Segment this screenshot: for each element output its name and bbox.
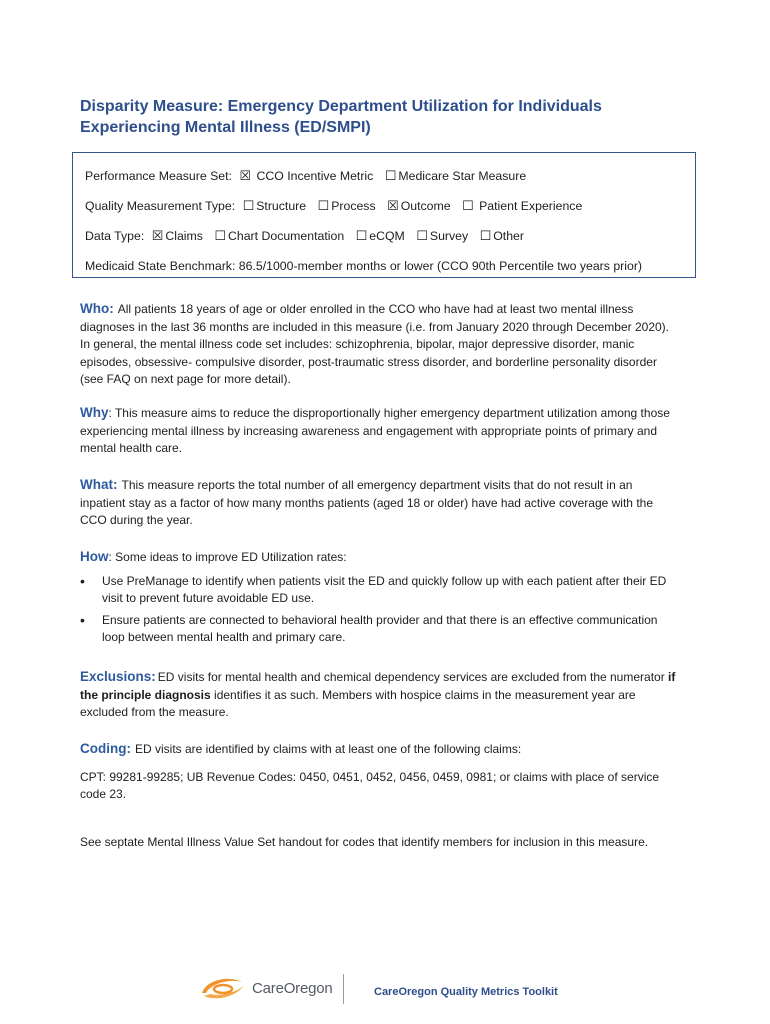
option-outcome xyxy=(387,199,451,213)
see-note xyxy=(80,834,680,852)
checked-box-icon: ☒ xyxy=(239,169,252,184)
quality-type-label: Quality Measurement Type: xyxy=(85,199,236,213)
footer xyxy=(198,972,618,1006)
cpt-codes: CPT: 99281-99285; UB Revenue Codes: 0450, 0451, 0452, 0456, 0459, 0981; or claims with place of service code 23. xyxy=(80,769,660,801)
unchecked-box-icon: ☐ xyxy=(317,199,330,214)
who-text: All patients 18 years of age or older enrolled in the CCO who have had at least two mental illness diagnoses in the last 36 months are included in this measure (i.e. from January 2020 through December 2020). In general, the mental illness code set includes: schizophrenia, bipolar, major depressive disorder, manic episodes, obsessive- compulsive disorder, post-traumatic stress disorder, and borderline personality disorder (see FAQ on next page for more detail). xyxy=(80,302,669,386)
data-type-label: Data Type: xyxy=(85,229,145,243)
unchecked-box-icon: ☐ xyxy=(479,229,492,244)
option-patient-experience xyxy=(462,199,582,213)
unchecked-box-icon: ☐ xyxy=(355,229,368,244)
see-note-text: See septate Mental Illness Value Set handout for codes that identify members for inclusion in this measure. xyxy=(80,835,649,849)
how-heading: How xyxy=(80,549,109,564)
option-label: Other xyxy=(493,229,524,243)
why-section xyxy=(80,404,680,458)
page-title: Disparity Measure: Emergency Department Utilization for Individuals Experiencing Mental Illness (ED/SMPI) xyxy=(80,98,602,136)
option-label: eCQM xyxy=(369,229,405,243)
careoregon-logo-icon xyxy=(198,976,248,1002)
footer-divider xyxy=(343,974,344,1004)
unchecked-box-icon: ☐ xyxy=(242,199,255,214)
what-heading: What: xyxy=(80,477,118,492)
option-medicare-star xyxy=(385,169,526,183)
option-survey xyxy=(416,229,468,243)
coding-heading: Coding: xyxy=(80,741,131,756)
option-claims xyxy=(152,229,203,243)
why-heading: Why xyxy=(80,405,109,420)
unchecked-box-icon: ☐ xyxy=(462,199,474,214)
performance-measure-row xyxy=(85,161,683,191)
option-label: Chart Documentation xyxy=(227,229,345,243)
option-label: Patient Experience xyxy=(479,199,583,213)
measure-info-box xyxy=(72,152,696,278)
option-label: Outcome xyxy=(400,199,451,213)
checked-box-icon: ☒ xyxy=(151,229,164,244)
exclusions-heading: Exclusions: xyxy=(80,669,156,684)
option-label: Structure xyxy=(256,199,307,213)
checked-box-icon: ☒ xyxy=(387,199,399,214)
option-other xyxy=(480,229,524,243)
why-text: : This measure aims to reduce the disproportionally higher emergency department utilization among those experiencing mental illness by increasing awareness and engagement with appropriate points of primary and mental health care. xyxy=(80,406,670,455)
exclusions-section xyxy=(80,668,680,722)
list-item: • Ensure patients are connected to behavioral health provider and that there is an effective communication loop between mental health and primary care. xyxy=(80,612,680,647)
option-label: Medicare Star Measure xyxy=(398,169,527,183)
who-section xyxy=(80,300,680,389)
option-label: Claims xyxy=(165,229,203,243)
option-structure xyxy=(243,199,307,213)
option-label: Process xyxy=(331,199,376,213)
option-ecqm xyxy=(356,229,405,243)
option-chart-documentation xyxy=(214,229,344,243)
toolkit-title: CareOregon Quality Metrics Toolkit xyxy=(374,986,558,998)
performance-measure-label: Performance Measure Set: xyxy=(85,169,232,183)
option-process xyxy=(318,199,376,213)
how-bullet-list xyxy=(80,573,680,647)
unchecked-box-icon: ☐ xyxy=(214,229,226,244)
what-section xyxy=(80,476,680,530)
data-type-row xyxy=(85,221,683,251)
coding-text: ED visits are identified by claims with at least one of the following claims: xyxy=(134,742,522,756)
option-label: Survey xyxy=(429,229,469,243)
how-section xyxy=(80,548,680,651)
unchecked-box-icon: ☐ xyxy=(384,169,397,184)
logo-text: CareOregon xyxy=(252,980,333,997)
exclusions-text: ED visits for mental health and chemical dependency services are excluded from the numerator xyxy=(157,670,669,684)
list-item: • Use PreManage to identify when patients visit the ED and quickly follow up with each patient after their ED visit to prevent future avoidable ED use. xyxy=(80,573,680,608)
option-label: CCO Incentive Metric xyxy=(256,169,374,183)
how-text: : Some ideas to improve ED Utilization rates: xyxy=(108,550,347,564)
option-cco-incentive xyxy=(239,169,373,183)
quality-type-row xyxy=(85,191,683,221)
benchmark-row: Medicaid State Benchmark: 86.5/1000-member months or lower (CCO 90th Percentile two years prior) xyxy=(85,259,643,273)
coding-section xyxy=(80,740,680,804)
unchecked-box-icon: ☐ xyxy=(416,229,428,244)
what-text: This measure reports the total number of all emergency department visits that do not result in an inpatient stay as a factor of how many months patients (aged 18 or older) have had active coverage with the CCO during the year. xyxy=(80,478,653,527)
who-heading: Who: xyxy=(80,301,114,316)
exclusions-text-after: identifies it as such. Members with hospice claims in the measurement year are excluded from the measure. xyxy=(80,687,636,719)
exclusions-bold-text: if the principle diagnosis xyxy=(80,670,676,702)
